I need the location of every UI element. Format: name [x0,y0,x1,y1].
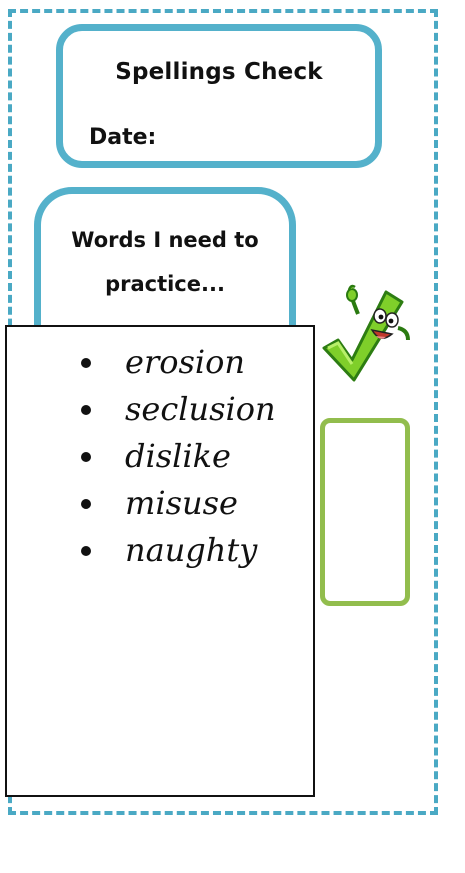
bullet-icon [81,358,91,368]
practice-heading-line-1: Words I need to [71,228,259,252]
word-list [7,339,313,574]
word-text: dislike [125,437,231,475]
practice-heading-line-2: practice... [105,272,225,296]
answer-box [320,418,410,606]
bullet-icon [81,405,91,415]
word-text: erosion [125,343,246,381]
title-box [56,24,382,168]
date-label: Date: [89,125,157,150]
bullet-icon [81,499,91,509]
word-text: naughty [125,531,258,569]
page-title: Spellings Check [115,59,323,85]
word-list-box [5,325,315,797]
word-text: seclusion [125,390,276,428]
checkmark-mascot-icon [318,284,414,384]
word-item [7,433,313,480]
practice-heading-box [34,187,296,347]
word-item [7,480,313,527]
word-text: misuse [125,484,238,522]
bullet-icon [81,452,91,462]
word-item [7,386,313,433]
bullet-icon [81,546,91,556]
word-item [7,339,313,386]
word-item [7,527,313,574]
